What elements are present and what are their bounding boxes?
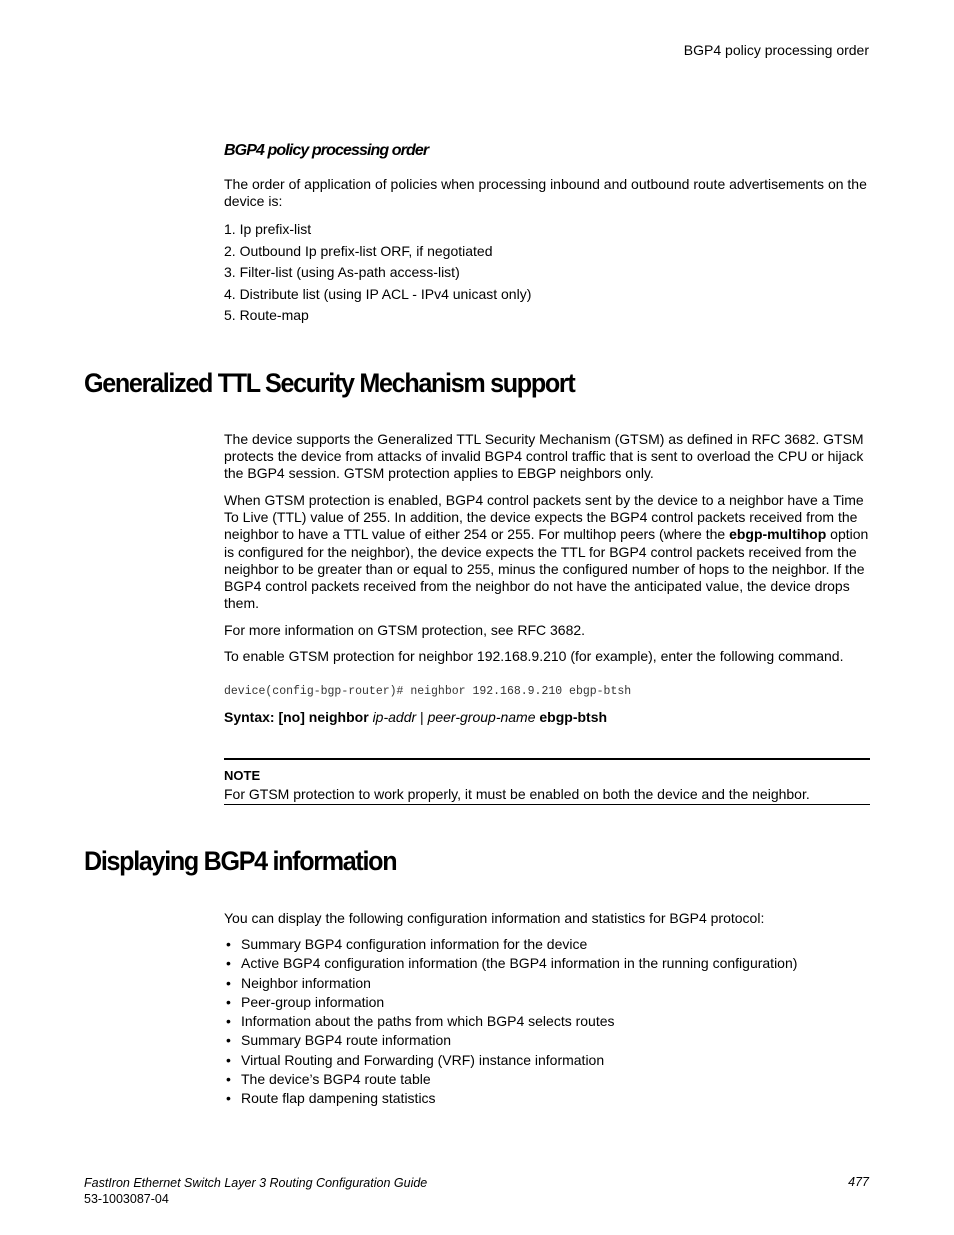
list-item-text: Summary BGP4 configuration information for the device — [241, 936, 588, 952]
bullet-icon: • — [226, 1071, 231, 1088]
gtsm-paragraph-4: To enable GTSM protection for neighbor 192.168.9.210 (for example), enter the following command. — [224, 648, 844, 664]
footer-guide-title: FastIron Ethernet Switch Layer 3 Routing Configuration Guide — [84, 1176, 428, 1190]
list-item — [224, 936, 797, 955]
list-item-text: Active BGP4 configuration information (the BGP4 information in the running configuration) — [241, 955, 798, 972]
list-item-text: Peer-group information — [241, 993, 385, 1010]
list-item: 4. Distribute list (using IP ACL - IPv4 unicast only) — [224, 285, 532, 302]
bullet-icon: • — [226, 1032, 231, 1049]
bullet-icon: • — [226, 993, 231, 1010]
syntax-separator: | — [416, 709, 428, 725]
note-title: NOTE — [224, 768, 261, 783]
syntax-arg-ip-addr: ip-addr — [372, 709, 417, 725]
list-item: 5. Route-map — [224, 307, 309, 323]
list-item-text: The device’s BGP4 route table — [241, 1071, 431, 1088]
list-item-text: Neighbor information — [241, 974, 371, 991]
list-item-text: Virtual Routing and Forwarding (VRF) instance information — [241, 1051, 605, 1068]
bullet-icon: • — [226, 974, 231, 991]
syntax-arg-peer-group: peer-group-name — [427, 709, 536, 725]
syntax-keyword: ebgp-btsh — [535, 709, 608, 725]
bullet-icon: • — [226, 936, 231, 952]
ebgp-multihop-keyword: ebgp-multihop — [729, 526, 827, 543]
bullet-icon: • — [226, 1090, 231, 1107]
list-item — [224, 1071, 797, 1090]
list-item-text: Route flap dampening statistics — [241, 1090, 436, 1107]
subsection-heading-policy-order: BGP4 policy processing order — [224, 142, 429, 159]
list-item — [224, 1013, 797, 1032]
running-header: BGP4 policy processing order — [683, 42, 869, 58]
list-item: 3. Filter-list (using As-path access-list) — [224, 264, 460, 280]
note-box — [224, 758, 870, 805]
policy-order-list — [224, 221, 531, 329]
list-item — [224, 1052, 797, 1071]
command-example: device(config-bgp-router)# neighbor 192.168.9.210 ebgp-btsh — [224, 685, 632, 698]
section-heading-gtsm: Generalized TTL Security Mechanism support — [84, 368, 575, 398]
list-item — [224, 955, 797, 974]
list-item: 2. Outbound Ip prefix-list ORF, if negotiated — [224, 242, 493, 259]
syntax-label: Syntax: [no] neighbor — [224, 709, 373, 725]
gtsm-paragraph-2-part-b: option is configured for the neighbor), the device expects the TTL for BGP4 control packets received from the neighbor to be greater than or equal to 255, minus the configured number of hops to the neighbor. If the BGP4 control packets received from the neighbor do not have the anticipated value, the device drops them. — [224, 526, 869, 612]
section-heading-display-bgp4: Displaying BGP4 information — [84, 846, 397, 876]
bullet-icon: • — [226, 955, 231, 972]
footer-doc-number: 53-1003087-04 — [84, 1192, 169, 1206]
syntax-line — [224, 709, 607, 725]
list-item — [224, 1032, 797, 1051]
list-item-text: Summary BGP4 route information — [241, 1032, 452, 1049]
display-intro-paragraph: You can display the following configuration information and statistics for BGP4 protocol: — [224, 910, 765, 926]
bullet-icon: • — [226, 1013, 231, 1030]
list-item — [224, 975, 797, 994]
display-info-list — [224, 936, 797, 1110]
list-item-text: Information about the paths from which BGP4 selects routes — [241, 1013, 615, 1030]
gtsm-paragraph-3: For more information on GTSM protection, see RFC 3682. — [224, 622, 586, 638]
footer-left — [84, 1175, 427, 1207]
bullet-icon: • — [226, 1051, 231, 1068]
gtsm-paragraph-1: The device supports the Generalized TTL Security Mechanism (GTSM) as defined in RFC 3682. GTSM protects the device from attacks of invalid BGP4 control traffic that is sent to overload the CPU or hijack the BGP4 session. GTSM protection applies to EBGP neighbors only. — [224, 431, 864, 482]
note-text: For GTSM protection to work properly, it must be enabled on both the device and the neighbor. — [224, 786, 810, 802]
policy-intro-paragraph: The order of application of policies when processing inbound and outbound route advertisements on the device is: — [224, 176, 867, 210]
page-number: 477 — [848, 1175, 869, 1189]
list-item — [224, 1090, 797, 1109]
list-item — [224, 994, 797, 1013]
gtsm-paragraph-2-part-a: When GTSM protection is enabled, BGP4 control packets sent by the device to a neighbor have a Time To Live (TTL) value of 255. In addition, the device expects the BGP4 control packets received from the neighbor to have a TTL value of either 254 or 255. For multihop peers (where the — [224, 492, 864, 543]
list-item: 1. Ip prefix-list — [224, 221, 312, 237]
gtsm-paragraph-2 — [224, 492, 870, 612]
